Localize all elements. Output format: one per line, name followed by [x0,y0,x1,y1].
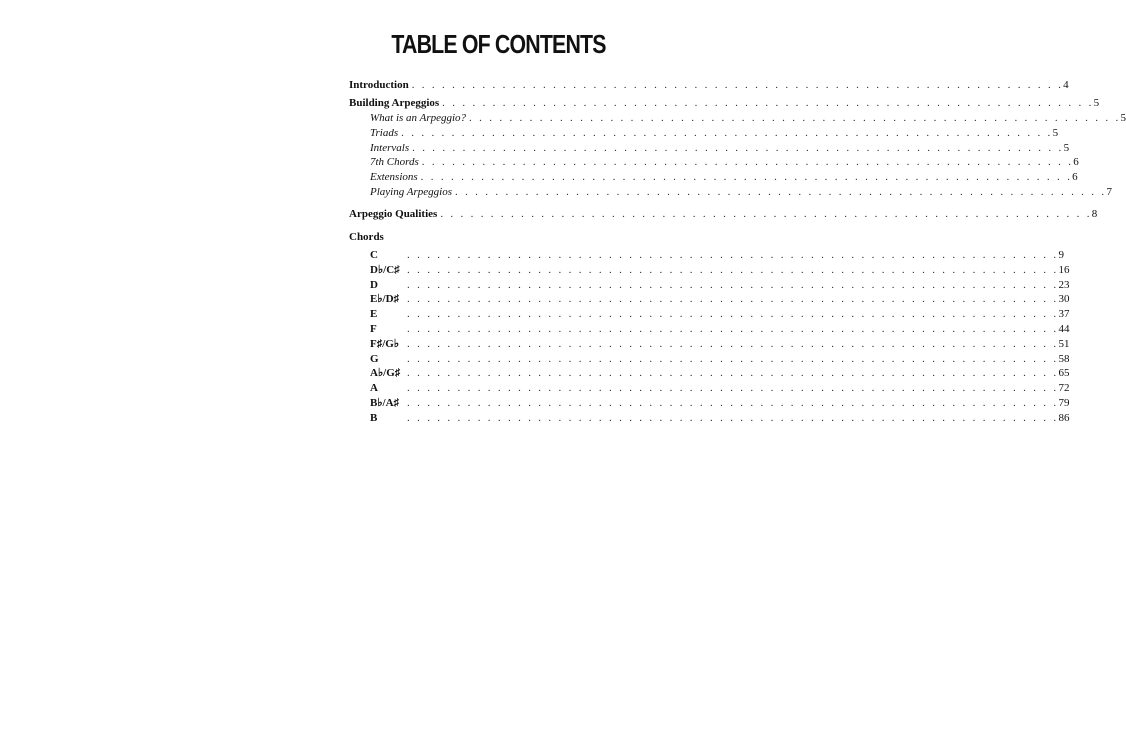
toc-page-number: 79 [1058,396,1070,409]
toc-page-number: 65 [1058,367,1070,380]
toc-page-number: 72 [1058,382,1070,395]
toc-entry-label: D♭/C♯ [370,263,400,276]
dot-leader: . . . . . . . . . . . . . . . . . . . . . . . . . . . . . . . . . . . . . . . . . . . . . . . . . . . . . . . . . . . . . . . . . [469,112,1121,125]
toc-subentry[interactable] [349,155,1079,170]
toc-heading-chords: Chords [349,230,384,243]
toc-entry-label: Arpeggio Qualities [349,208,438,221]
toc-subentry[interactable] [349,111,1126,126]
toc-subentry[interactable] [349,141,1070,156]
dot-leader: . . . . . . . . . . . . . . . . . . . . . . . . . . . . . . . . . . . . . . . . . . . . . . . . . . . . . . . . . . . . . . . . . [442,97,1094,110]
toc-entry-building-arpeggios[interactable] [349,96,1100,111]
toc-page-number: 5 [1052,126,1059,139]
toc-entry-label: Triads [370,126,399,139]
toc-page-number: 30 [1058,293,1070,306]
dot-leader: . . . . . . . . . . . . . . . . . . . . . . . . . . . . . . . . . . . . . . . . . . . . . . . . . . . . . . . . . . . . . . . . . [407,411,1059,424]
dot-leader: . . . . . . . . . . . . . . . . . . . . . . . . . . . . . . . . . . . . . . . . . . . . . . . . . . . . . . . . . . . . . . . . . [407,367,1059,380]
dot-leader: . . . . . . . . . . . . . . . . . . . . . . . . . . . . . . . . . . . . . . . . . . . . . . . . . . . . . . . . . . . . . . . . . [421,156,1074,169]
toc-entry-label: A [370,382,378,395]
toc-page-number: 58 [1058,352,1070,365]
dot-leader: . . . . . . . . . . . . . . . . . . . . . . . . . . . . . . . . . . . . . . . . . . . . . . . . . . . . . . . . . . . . . . . . . [407,352,1059,365]
toc-chord-entry[interactable] [349,248,1064,263]
toc-page-number: 9 [1058,248,1064,261]
toc-subentry[interactable] [349,126,1059,141]
toc-entry-label: C [370,248,378,261]
toc-entry-label: E [370,308,378,321]
toc-subentry[interactable] [349,185,1112,200]
toc-page-number: 5 [1063,141,1070,154]
dot-leader: . . . . . . . . . . . . . . . . . . . . . . . . . . . . . . . . . . . . . . . . . . . . . . . . . . . . . . . . . . . . . . . . . [440,208,1092,221]
dot-leader: . . . . . . . . . . . . . . . . . . . . . . . . . . . . . . . . . . . . . . . . . . . . . . . . . . . . . . . . . . . . . . . . . [407,308,1059,321]
dot-leader: . . . . . . . . . . . . . . . . . . . . . . . . . . . . . . . . . . . . . . . . . . . . . . . . . . . . . . . . . . . . . . . . . [407,382,1059,395]
toc-page-number: 16 [1058,263,1070,276]
toc-entry-label: Building Arpeggios [349,97,440,110]
dot-leader: . . . . . . . . . . . . . . . . . . . . . . . . . . . . . . . . . . . . . . . . . . . . . . . . . . . . . . . . . . . . . . . . . [401,126,1053,139]
toc-entry-label: Extensions [370,171,418,184]
toc-entry-arpeggio-qualities[interactable] [349,207,1098,222]
toc-entry-label: B [370,411,378,424]
toc-page-number: 44 [1058,322,1070,335]
dot-leader: . . . . . . . . . . . . . . . . . . . . . . . . . . . . . . . . . . . . . . . . . . . . . . . . . . . . . . . . . . . . . . . . . [407,248,1059,261]
toc-entry-label: A♭/G♯ [370,367,401,380]
toc-page-number: 86 [1058,411,1070,424]
toc-entry-label: E♭/D♯ [370,293,400,306]
toc-list [349,78,1126,426]
dot-leader: . . . . . . . . . . . . . . . . . . . . . . . . . . . . . . . . . . . . . . . . . . . . . . . . . . . . . . . . . . . . . . . . . [407,337,1059,350]
toc-chord-entry[interactable] [349,381,1070,396]
toc-entry-label: Introduction [349,79,409,91]
toc-chord-entry[interactable] [349,352,1070,367]
toc-entry-label: Intervals [370,141,410,154]
toc-entry-label: 7th Chords [370,156,419,169]
toc-chord-entry[interactable] [349,322,1070,337]
dot-leader: . . . . . . . . . . . . . . . . . . . . . . . . . . . . . . . . . . . . . . . . . . . . . . . . . . . . . . . . . . . . . . . . . [420,171,1073,184]
toc-page [349,26,1126,426]
toc-entry-label: What is an Arpeggio? [370,112,467,125]
toc-entry-label: Playing Arpeggios [370,186,452,199]
toc-chord-entry[interactable] [349,411,1070,426]
toc-page-number: 37 [1058,308,1070,321]
toc-entry-label: G [370,352,379,365]
toc-chord-entry[interactable] [349,337,1070,352]
page-title: TABLE OF CONTENTS [391,29,606,59]
toc-chord-entry[interactable] [349,292,1070,307]
toc-page-number: 23 [1058,278,1070,291]
dot-leader: . . . . . . . . . . . . . . . . . . . . . . . . . . . . . . . . . . . . . . . . . . . . . . . . . . . . . . . . . . . . . . . . . [407,278,1059,291]
toc-chord-entry[interactable] [349,263,1070,278]
toc-page-number: 7 [1106,186,1112,199]
toc-page-number: 6 [1072,171,1078,184]
toc-page-number: 5 [1120,112,1126,125]
toc-page-number: 51 [1058,337,1070,350]
dot-leader: . . . . . . . . . . . . . . . . . . . . . . . . . . . . . . . . . . . . . . . . . . . . . . . . . . . . . . . . . . . . . . . . . [454,186,1107,199]
toc-chord-entry[interactable] [349,278,1070,293]
toc-chord-entry[interactable] [349,307,1070,322]
dot-leader: . . . . . . . . . . . . . . . . . . . . . . . . . . . . . . . . . . . . . . . . . . . . . . . . . . . . . . . . . . . . . . . . . [407,263,1059,276]
toc-entry-introduction[interactable] [349,78,1069,93]
toc-entry-label: B♭/A♯ [370,396,400,409]
toc-chord-entry[interactable] [349,396,1070,411]
toc-page-number: 8 [1091,208,1098,221]
toc-page-number: 6 [1073,156,1079,169]
toc-page-number: 5 [1093,97,1100,110]
toc-entry-label: D [370,278,378,291]
toc-chord-entry[interactable] [349,366,1070,381]
dot-leader: . . . . . . . . . . . . . . . . . . . . . . . . . . . . . . . . . . . . . . . . . . . . . . . . . . . . . . . . . . . . . . . . . [412,141,1064,154]
dot-leader: . . . . . . . . . . . . . . . . . . . . . . . . . . . . . . . . . . . . . . . . . . . . . . . . . . . . . . . . . . . . . . . . . [407,322,1059,335]
toc-entry-label: F [370,322,377,335]
toc-page-number: 4 [1063,79,1069,91]
dot-leader: . . . . . . . . . . . . . . . . . . . . . . . . . . . . . . . . . . . . . . . . . . . . . . . . . . . . . . . . . . . . . . . . . [407,396,1059,409]
dot-leader: . . . . . . . . . . . . . . . . . . . . . . . . . . . . . . . . . . . . . . . . . . . . . . . . . . . . . . . . . . . . . . . . . [411,79,1064,91]
dot-leader: . . . . . . . . . . . . . . . . . . . . . . . . . . . . . . . . . . . . . . . . . . . . . . . . . . . . . . . . . . . . . . . . . [407,293,1059,306]
toc-subentry[interactable] [349,170,1078,185]
toc-entry-label: F♯/G♭ [370,337,400,350]
